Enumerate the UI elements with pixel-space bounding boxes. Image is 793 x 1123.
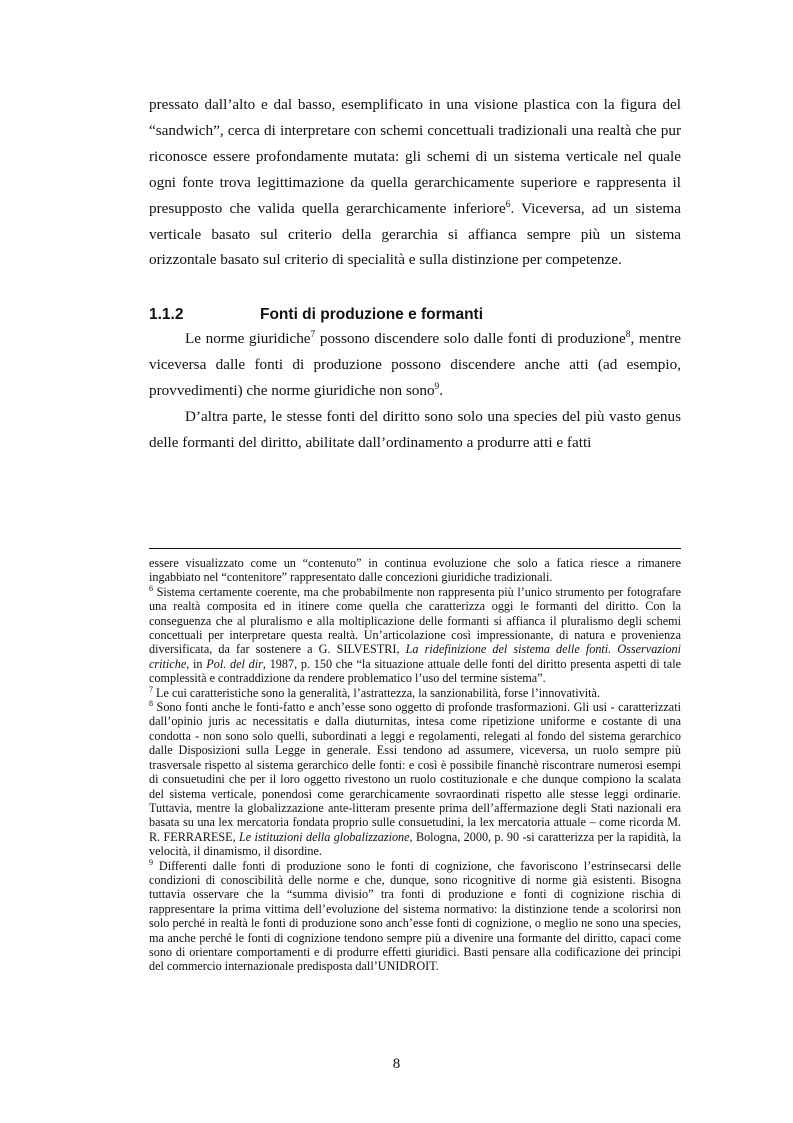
footnote-ref-9[interactable]: 9 xyxy=(434,382,440,393)
footnote-separator xyxy=(149,548,681,549)
footnote-6: $^6$ Sistema certamente coerente, ma che probabilmente non rappresenta più l’unico strumento per fotografare una realtà composita ed in itinere come quella che caratterizza oggi le formanti del diritto. Con la conseguenza che al pluralismo e alla moltiplicazione delle formanti si affianca il pluralismo degli schemi concettuali per interpretare questa realtà. Un’articolazione così impressionante, di natura e provenienza diversificata, da far sostenere a G. SILVESTRI, La ridefinizione del sistema delle fonti. Osservazioni critiche, in Pol. del dir, 1987, p. 150 che “la situazione attuale delle fonti del diritto presenta aspetti di tale complessità e contraddizione da rendere problematico l’uso del termine sistema”. xyxy=(149,583,682,686)
footnote-9: $^9$ Differenti dalle fonti di produzione sono le fonti di cognizione, che favoriscono l’estrinsecarsi delle condizioni di conoscibilità delle norme e che, dunque, sono ricognitive di norme già esistenti. Bisogna tuttavia osservare che la “summa divisio” tra fonti di produzione e fonti di cognizione rischia di rappresentare la prima vittima dell’evoluzione del sistema normativo: la distinzione tende a scolorirsi non solo perché in realtà le fonti di produzione sono anch’esse fonti di cognizione, o meglio ne sono una species, ma anche perché le fonti di cognizione tendono sempre più a divenire una formante del diritto, capaci come sono di orientare comportamenti e di produrre effetti giuridici. Basti pensare alla codificazione dei principi del commercio internazionale predisposta dall’UNIDROIT. xyxy=(149,857,681,974)
footnotes xyxy=(149,556,681,974)
footnote-continuation: essere visualizzato come un “contenuto” in continua evoluzione che solo a fatica riesce a rimanere ingabbiato nel “contenitore” rappresentato dalle concezioni giuridiche tradizionali. xyxy=(149,556,681,585)
main-text xyxy=(149,92,681,456)
section-title: Fonti di produzione e formanti xyxy=(260,306,484,324)
page-number: 8 xyxy=(392,1056,401,1072)
section-number: 1.1.2 xyxy=(149,306,184,324)
footnote-ref-7[interactable]: 7 xyxy=(310,330,316,341)
paragraph: Le norme giuridiche$^7$ possono discendere solo dalle fonti di produzione$^8$, mentre viceversa dalle fonti di produzione possono discendere anche atti (ad esempio, provvedimenti) che norme giuridiche non sono$^9$. xyxy=(149,330,682,400)
footnote-8: $^8$ Sono fonti anche le fonti-fatto e anch’esse sono oggetto di profonde trasformazioni. Gli usi - caratterizzati dall’opinio juris ac necessitatis e dalla diuturnitas, intesa come ripetizione uniforme e costante di una condotta - non sono solo quelli, subordinati a leggi e regolamenti, relegati al fondo del sistema gerarchico dalle Disposizioni sulla Legge in generale. Essi tendono ad assumere, viceversa, un ruolo sempre più trasversale rispetto al sistema gerarchico delle fonti: e così è possibile financhè riscontrare numerosi esempi di consuetudini che per il loro oggetto rivestono un ruolo costituzionale e che dunque compiono la scalata del sistema verticale, ponendosi come gerarchicamente sovraordinati rispetto alle stesse leggi ordinarie. Tuttavia, mentre la globalizzazione ante-litteram presente prima dell’affermazione degli Stati nazionali era basata su una lex mercatoria fondata proprio sulle consuetudini, la lex mercatoria attuale – come ricorda M. R. FERRARESE, Le istituzioni della globalizzazione, Bologna, 2000, p. 90 -si caratterizza per la rapidità, la velocità, il dinamismo, il disordine. xyxy=(149,699,681,859)
section-heading xyxy=(149,304,681,326)
paragraph: pressato dall’alto e dal basso, esemplificato in una visione plastica con la figura del “sandwich”, cerca di interpretare con schemi concettuali tradizionali una realtà che pur riconosce essere profondamente mutata: gli schemi di un sistema verticale nel quale ogni fonte trova legittimazione da quella gerarchicamente superiore e rappresenta il presupposto che valida quella gerarchicamente inferiore$^6$. Viceversa, ad un sistema verticale basato sul criterio della gerarchia si affianca sempre più un sistema orizzontale basato sul criterio di specialità e sulla distinzione per competenze. xyxy=(149,96,681,269)
footnote-ref-6[interactable]: 6 xyxy=(505,199,511,210)
footnote-ref-8[interactable]: 8 xyxy=(625,330,631,341)
footnote-7: $^7$ Le cui caratteristiche sono la generalità, l’astrattezza, la sanzionabilità, forse l’innovatività. xyxy=(149,684,601,700)
paragraph: D’altra parte, le stesse fonti del diritto sono solo una species del più vasto genus delle formanti del diritto, abilitate dall’ordinamento a produrre atti e fatti xyxy=(149,408,681,451)
